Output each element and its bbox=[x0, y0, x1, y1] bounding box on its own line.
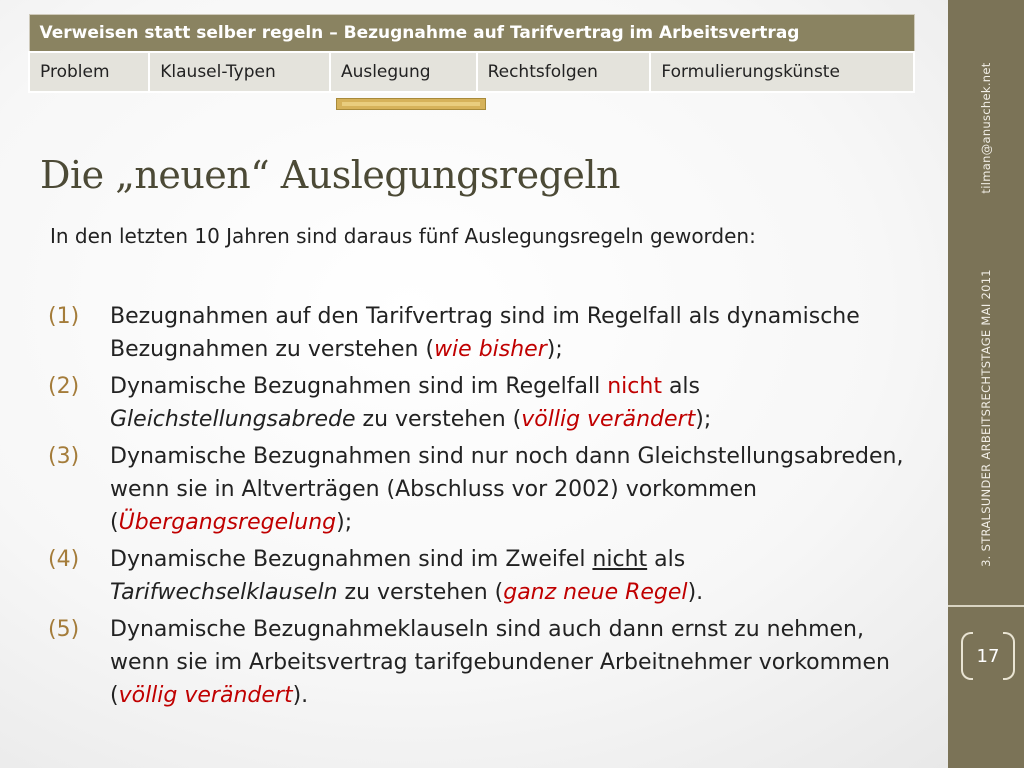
sidebar-divider bbox=[948, 605, 1024, 607]
text-segment: ); bbox=[336, 510, 353, 535]
presentation-title: Verweisen statt selber regeln – Bezugnahme auf Tarifvertrag im Arbeitsvertrag bbox=[29, 15, 914, 53]
list-item-text bbox=[110, 543, 908, 609]
list-item bbox=[48, 613, 908, 712]
highlight-text: völlig verändert bbox=[521, 407, 696, 432]
text-segment: zu verstehen ( bbox=[337, 580, 504, 605]
page-number-bracket-right bbox=[1003, 632, 1015, 680]
list-item-text bbox=[110, 300, 908, 366]
list-item bbox=[48, 543, 908, 609]
list-item-number: (3) bbox=[48, 444, 80, 469]
list-item-number: (5) bbox=[48, 617, 80, 642]
text-segment: als bbox=[661, 374, 701, 399]
section-navigation bbox=[28, 14, 915, 93]
text-segment: Dynamische Bezugnahmen sind nur noch dann Gleichstellungsabreden, wenn sie in Altverträgen (Abschluss vor 2002) vorkommen ( bbox=[110, 444, 904, 535]
page-number-bracket-left bbox=[961, 632, 973, 680]
highlight-text: völlig verändert bbox=[118, 683, 293, 708]
tab-problem[interactable]: Problem bbox=[29, 52, 149, 92]
list-item-text bbox=[110, 613, 908, 712]
tab-klausel-typen[interactable]: Klausel-Typen bbox=[149, 52, 330, 92]
highlight-text: Übergangsregelung bbox=[118, 510, 337, 535]
text-segment: ); bbox=[695, 407, 712, 432]
navigation-title-row bbox=[29, 15, 914, 53]
text-segment: ). bbox=[687, 580, 704, 605]
highlight-text: wie bisher bbox=[434, 337, 547, 362]
text-segment: Dynamische Bezugnahmen sind im Zweifel bbox=[110, 547, 593, 572]
text-segment: ); bbox=[546, 337, 563, 362]
author-email: tilman@anuschek.net bbox=[979, 62, 993, 194]
list-item bbox=[48, 370, 908, 436]
list-item-text bbox=[110, 440, 908, 539]
text-segment: ). bbox=[292, 683, 309, 708]
list-item-number: (2) bbox=[48, 374, 80, 399]
text-segment: Dynamische Bezugnahmen sind im Regelfall bbox=[110, 374, 608, 399]
text-segment: Dynamische Bezugnahmeklauseln sind auch dann ernst zu nehmen, wenn sie im Arbeitsvertrag tarifgebundener Arbeitnehmer vorkommen ( bbox=[110, 617, 890, 708]
tab-rechtsfolgen[interactable]: Rechtsfolgen bbox=[477, 52, 651, 92]
list-item-text bbox=[110, 370, 908, 436]
slide-intro: In den letzten 10 Jahren sind daraus fünf Auslegungsregeln geworden: bbox=[50, 224, 756, 248]
underlined-text: nicht bbox=[592, 547, 648, 572]
conference-label: 3. STRALSUNDER ARBEITSRECHTSTAGE MAI 2011 bbox=[979, 269, 993, 567]
slide-heading: Die „neuen“ Auslegungsregeln bbox=[40, 153, 621, 197]
italic-term: Tarifwechselklauseln bbox=[110, 580, 338, 605]
page-number-value: 17 bbox=[976, 645, 1000, 667]
tab-formulierungskuenste[interactable]: Formulierungskünste bbox=[650, 52, 914, 92]
navigation-tab-row bbox=[29, 52, 914, 92]
list-item-number: (1) bbox=[48, 304, 80, 329]
highlight-text: nicht bbox=[607, 374, 662, 399]
highlight-text: ganz neue Regel bbox=[503, 580, 688, 605]
text-segment: Bezugnahmen auf den Tarifvertrag sind im Regelfall als dynamische Bezugnahmen zu verstehen ( bbox=[110, 304, 860, 362]
list-item bbox=[48, 300, 908, 366]
text-segment: als bbox=[647, 547, 686, 572]
italic-term: Gleichstellungsabrede bbox=[110, 407, 356, 432]
text-segment: zu verstehen ( bbox=[355, 407, 522, 432]
tab-auslegung[interactable]: Auslegung bbox=[330, 52, 477, 92]
list-item-number: (4) bbox=[48, 547, 80, 572]
active-section-indicator bbox=[336, 98, 486, 110]
list-item bbox=[48, 440, 908, 539]
page-number bbox=[961, 632, 1015, 680]
rules-list bbox=[48, 300, 908, 716]
